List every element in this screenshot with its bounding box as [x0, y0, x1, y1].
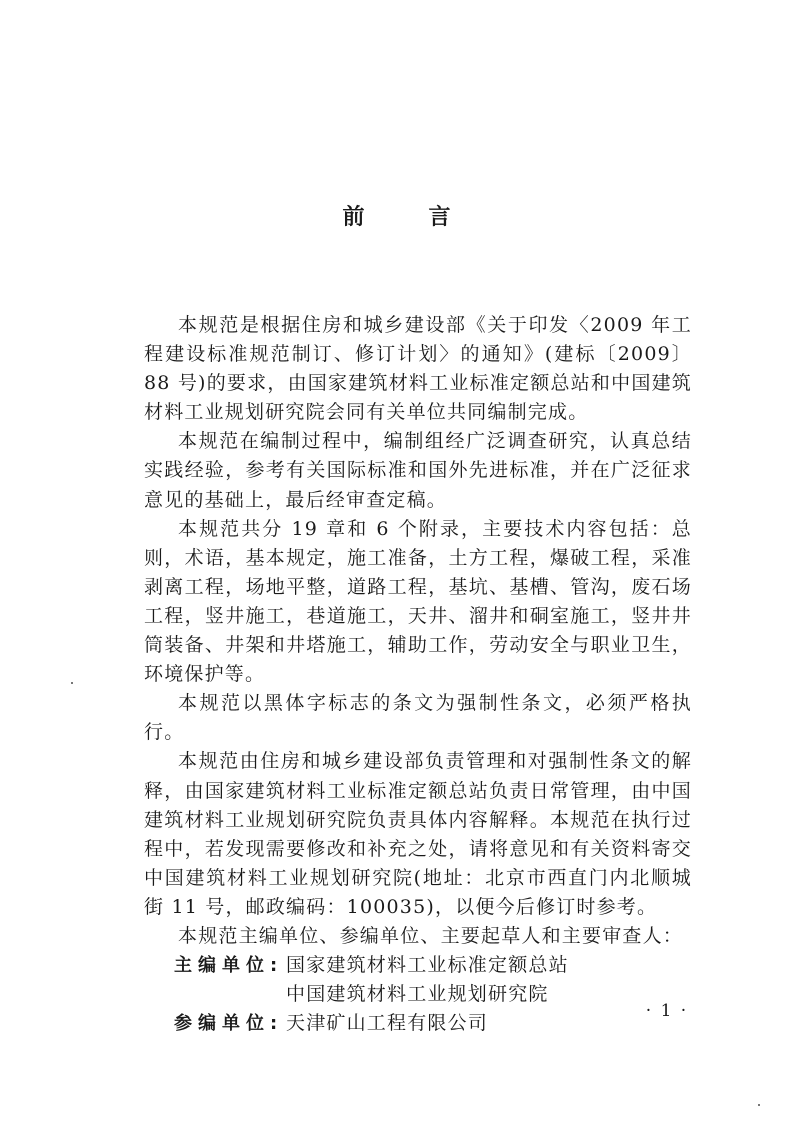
paragraph-mandatory: 本规范以黑体字标志的条文为强制性条文，必须严格执行。: [144, 692, 692, 744]
paragraph-process: 本规范在编制过程中，编制组经广泛调查研究，认真总结实践经验，参考有关国际标准和国外先进标准，并在广泛征求意见的基础上，最后经审查定稿。: [144, 430, 692, 511]
scan-speck: [758, 1104, 760, 1106]
co-editor-value-1: 天津矿山工程有限公司: [286, 1012, 489, 1035]
paragraph-units-intro: 本规范主编单位、参编单位、主要起草人和主要审查人：: [178, 924, 684, 947]
paragraph-contents: 本规范共分 19 章和 6 个附录，主要技术内容包括：总则，术语，基本规定，施工准备，土方工程，爆破工程，采准剥离工程，场地平整，道路工程，基坑、基槽、管沟，废石场工程，竖井施工，巷道施工，天井、溜井和硐室施工，竖井井筒装备、井架和井塔施工，辅助工作，劳动安全与职业卫生，环境保护等。: [144, 517, 692, 686]
paragraph-origin: 本规范是根据住房和城乡建设部《关于印发〈2009 年工程建设标准规范制订、修订计划〉的通知》(建标〔2009〕88 号)的要求，由国家建筑材料工业标准定额总站和中国建筑材料工业规划研究院会同有关单位共同编制完成。: [144, 314, 692, 424]
co-editor-row: [144, 1009, 692, 1038]
chief-editor-row: [144, 951, 692, 980]
chief-editor-value-1: 国家建筑材料工业标准定额总站: [286, 954, 569, 977]
chief-editor-label: 主编单位:: [174, 955, 284, 977]
preface-body: [144, 311, 692, 1038]
scan-speck: [71, 682, 73, 684]
paragraph-management: 本规范由住房和城乡建设部负责管理和对强制性条文的解释，由国家建筑材料工业标准定额总站负责日常管理，由中国建筑材料工业规划研究院负责具体内容解释。本规范在执行过程中，若发现需要修改和补充之处，请将意见和有关资料寄交中国建筑材料工业规划研究院(地址：北京市西直门内北顺城街 11 号，邮政编码：100035)，以便今后修订时参考。: [144, 750, 692, 918]
chief-editor-row-2: [144, 980, 692, 1009]
page-title: [0, 200, 793, 231]
page-number: · 1 ·: [645, 1001, 689, 1021]
co-editor-label: 参编单位:: [174, 1013, 284, 1035]
title-char-1: 前: [342, 205, 365, 230]
chief-editor-value-2: 中国建筑材料工业规划研究院: [286, 983, 549, 1006]
title-char-2: 言: [428, 205, 451, 230]
